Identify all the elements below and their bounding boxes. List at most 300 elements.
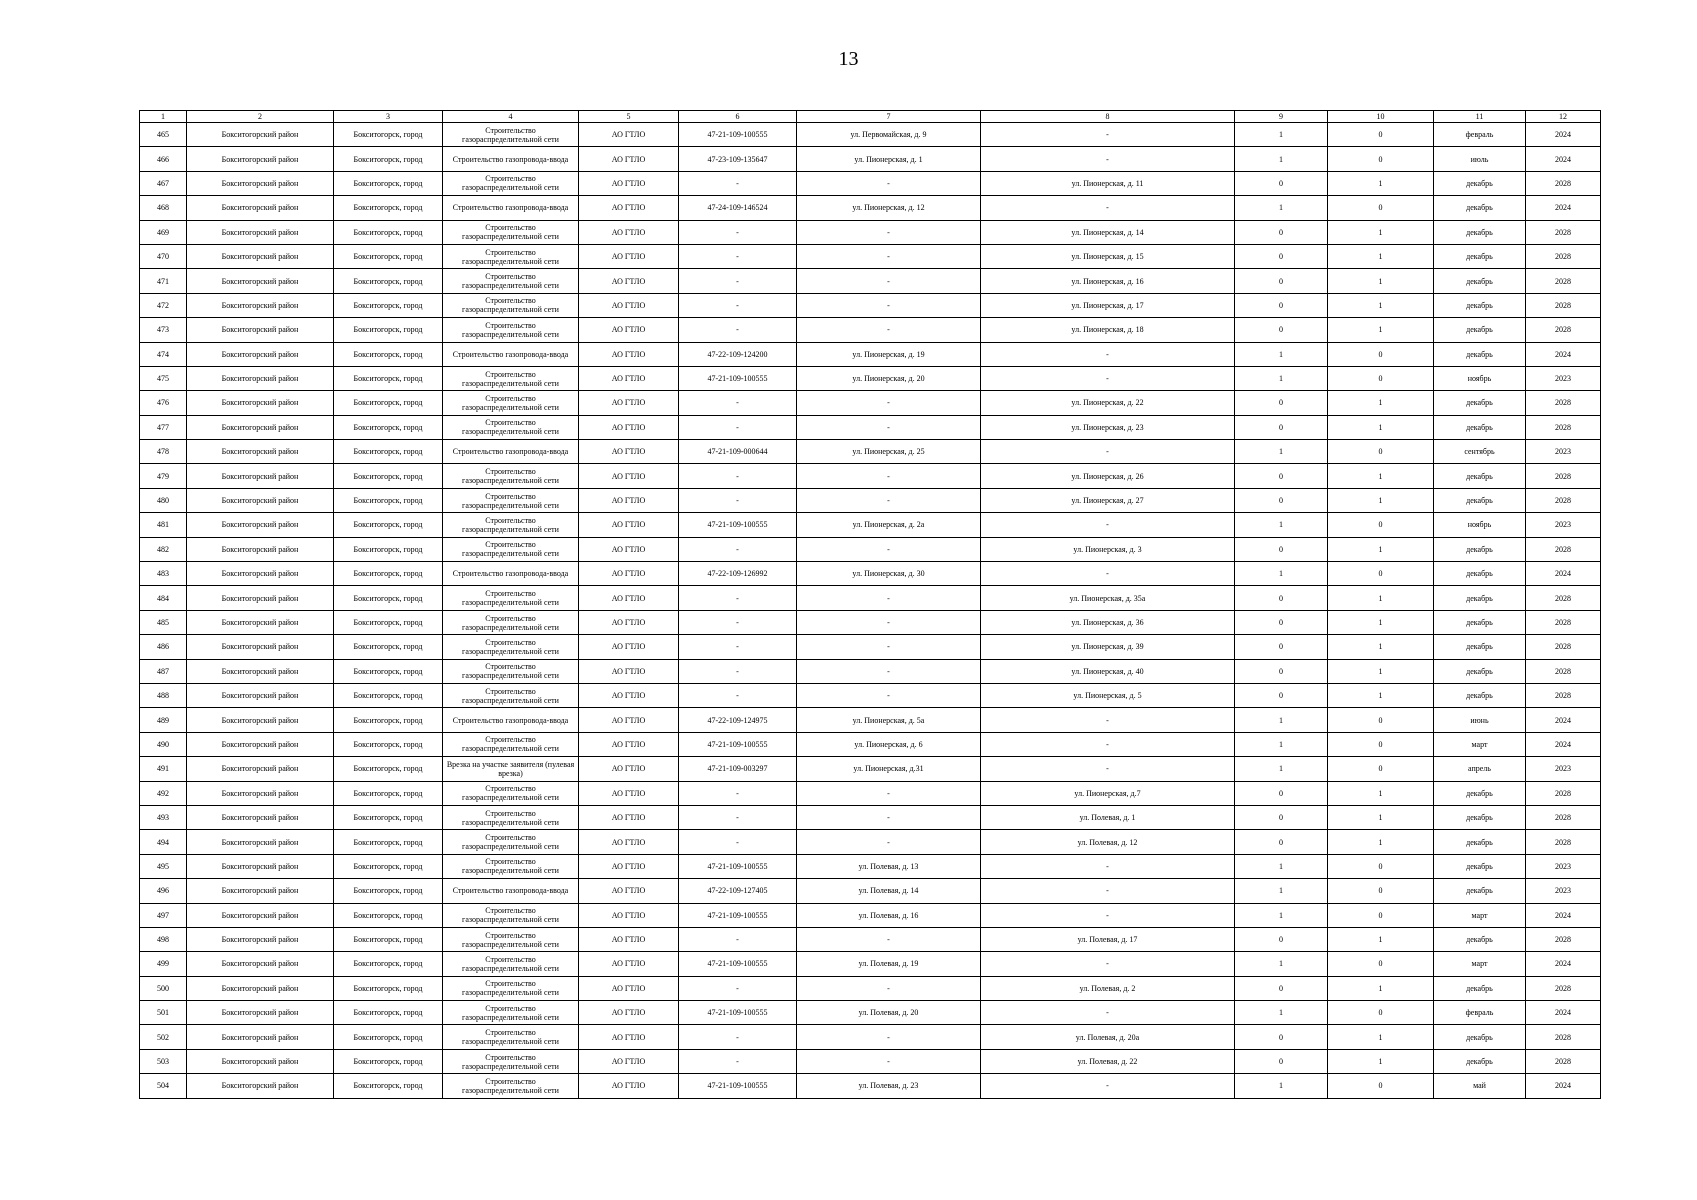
settlement-cell: Бокситогорск, город <box>334 366 443 390</box>
row-number: 476 <box>140 391 187 415</box>
address-planned-cell: ул. Пионерская, д. 17 <box>981 293 1235 317</box>
done-count-cell: 0 <box>1235 171 1328 195</box>
address-planned-cell: - <box>981 562 1235 586</box>
work-type-cell: Строительство газораспределительной сети <box>443 854 579 878</box>
month-cell: декабрь <box>1434 805 1526 829</box>
planned-count-cell: 1 <box>1328 830 1434 854</box>
month-cell: февраль <box>1434 1001 1526 1025</box>
address-planned-cell: ул. Пионерская, д. 27 <box>981 488 1235 512</box>
organization-cell: АО ГТЛО <box>579 464 679 488</box>
work-type-cell: Строительство газораспределительной сети <box>443 952 579 976</box>
registry-number-cell: - <box>679 976 797 1000</box>
settlement-cell: Бокситогорск, город <box>334 318 443 342</box>
year-cell: 2024 <box>1526 708 1601 732</box>
row-number: 497 <box>140 903 187 927</box>
district-cell: Бокситогорский район <box>187 610 334 634</box>
work-type-cell: Строительство газораспределительной сети <box>443 659 579 683</box>
district-cell: Бокситогорский район <box>187 854 334 878</box>
district-cell: Бокситогорский район <box>187 269 334 293</box>
address-done-cell: - <box>797 781 981 805</box>
column-number-3: 3 <box>334 111 443 123</box>
address-done-cell: - <box>797 1049 981 1073</box>
column-number-5: 5 <box>579 111 679 123</box>
registry-number-cell: - <box>679 318 797 342</box>
work-type-cell: Строительство газораспределительной сети <box>443 610 579 634</box>
done-count-cell: 0 <box>1235 220 1328 244</box>
address-done-cell: - <box>797 635 981 659</box>
district-cell: Бокситогорский район <box>187 537 334 561</box>
settlement-cell: Бокситогорск, город <box>334 220 443 244</box>
planned-count-cell: 1 <box>1328 635 1434 659</box>
address-done-cell: ул. Полевая, д. 14 <box>797 879 981 903</box>
work-type-cell: Строительство газопровода-ввода <box>443 879 579 903</box>
table-row <box>140 562 1601 586</box>
registry-number-cell: - <box>679 415 797 439</box>
done-count-cell: 0 <box>1235 635 1328 659</box>
column-number-6: 6 <box>679 111 797 123</box>
planned-count-cell: 0 <box>1328 879 1434 903</box>
column-number-9: 9 <box>1235 111 1328 123</box>
organization-cell: АО ГТЛО <box>579 342 679 366</box>
organization-cell: АО ГТЛО <box>579 366 679 390</box>
address-planned-cell: - <box>981 196 1235 220</box>
row-number: 483 <box>140 562 187 586</box>
address-planned-cell: - <box>981 513 1235 537</box>
address-planned-cell: ул. Пионерская, д. 16 <box>981 269 1235 293</box>
address-done-cell: ул. Первомайская, д. 9 <box>797 123 981 147</box>
work-type-cell: Строительство газораспределительной сети <box>443 464 579 488</box>
year-cell: 2028 <box>1526 1049 1601 1073</box>
planned-count-cell: 0 <box>1328 123 1434 147</box>
done-count-cell: 1 <box>1235 732 1328 756</box>
month-cell: май <box>1434 1074 1526 1098</box>
done-count-cell: 0 <box>1235 1025 1328 1049</box>
planned-count-cell: 1 <box>1328 659 1434 683</box>
district-cell: Бокситогорский район <box>187 659 334 683</box>
row-number: 469 <box>140 220 187 244</box>
district-cell: Бокситогорский район <box>187 732 334 756</box>
registry-number-cell: 47-22-109-124975 <box>679 708 797 732</box>
organization-cell: АО ГТЛО <box>579 879 679 903</box>
work-type-cell: Строительство газораспределительной сети <box>443 805 579 829</box>
settlement-cell: Бокситогорск, город <box>334 683 443 707</box>
district-cell: Бокситогорский район <box>187 318 334 342</box>
year-cell: 2028 <box>1526 976 1601 1000</box>
table-row <box>140 1025 1601 1049</box>
address-done-cell: - <box>797 171 981 195</box>
table-row <box>140 854 1601 878</box>
month-cell: декабрь <box>1434 562 1526 586</box>
row-number: 484 <box>140 586 187 610</box>
address-done-cell: ул. Полевая, д. 23 <box>797 1074 981 1098</box>
year-cell: 2028 <box>1526 244 1601 268</box>
district-cell: Бокситогорский район <box>187 1025 334 1049</box>
table-row <box>140 171 1601 195</box>
planned-count-cell: 1 <box>1328 537 1434 561</box>
district-cell: Бокситогорский район <box>187 586 334 610</box>
registry-number-cell: - <box>679 586 797 610</box>
organization-cell: АО ГТЛО <box>579 1001 679 1025</box>
planned-count-cell: 1 <box>1328 781 1434 805</box>
month-cell: декабрь <box>1434 293 1526 317</box>
month-cell: декабрь <box>1434 488 1526 512</box>
settlement-cell: Бокситогорск, город <box>334 635 443 659</box>
work-type-cell: Строительство газораспределительной сети <box>443 488 579 512</box>
registry-number-cell: - <box>679 805 797 829</box>
address-done-cell: ул. Пионерская, д. 30 <box>797 562 981 586</box>
planned-count-cell: 1 <box>1328 391 1434 415</box>
address-done-cell: ул. Пионерская, д. 12 <box>797 196 981 220</box>
address-planned-cell: ул. Пионерская, д. 18 <box>981 318 1235 342</box>
table-row <box>140 805 1601 829</box>
address-done-cell: - <box>797 805 981 829</box>
planned-count-cell: 0 <box>1328 147 1434 171</box>
work-type-cell: Строительство газораспределительной сети <box>443 269 579 293</box>
settlement-cell: Бокситогорск, город <box>334 927 443 951</box>
registry-number-cell: 47-24-109-146524 <box>679 196 797 220</box>
address-done-cell: - <box>797 537 981 561</box>
table-row <box>140 610 1601 634</box>
year-cell: 2024 <box>1526 952 1601 976</box>
registry-number-cell: 47-21-109-100555 <box>679 732 797 756</box>
table-row <box>140 269 1601 293</box>
year-cell: 2028 <box>1526 586 1601 610</box>
address-planned-cell: ул. Пионерская, д. 39 <box>981 635 1235 659</box>
planned-count-cell: 0 <box>1328 1001 1434 1025</box>
planned-count-cell: 0 <box>1328 342 1434 366</box>
organization-cell: АО ГТЛО <box>579 440 679 464</box>
done-count-cell: 0 <box>1235 488 1328 512</box>
address-planned-cell: ул. Полевая, д. 22 <box>981 1049 1235 1073</box>
address-done-cell: - <box>797 830 981 854</box>
work-type-cell: Строительство газораспределительной сети <box>443 635 579 659</box>
registry-number-cell: 47-22-109-126992 <box>679 562 797 586</box>
settlement-cell: Бокситогорск, город <box>334 562 443 586</box>
district-cell: Бокситогорский район <box>187 464 334 488</box>
year-cell: 2028 <box>1526 537 1601 561</box>
row-number: 478 <box>140 440 187 464</box>
page-number: 13 <box>838 48 859 70</box>
address-planned-cell: ул. Полевая, д. 17 <box>981 927 1235 951</box>
table-row <box>140 879 1601 903</box>
row-number: 470 <box>140 244 187 268</box>
work-type-cell: Строительство газораспределительной сети <box>443 1049 579 1073</box>
district-cell: Бокситогорский район <box>187 1001 334 1025</box>
planned-count-cell: 0 <box>1328 1074 1434 1098</box>
district-cell: Бокситогорский район <box>187 879 334 903</box>
work-type-cell: Строительство газораспределительной сети <box>443 513 579 537</box>
planned-count-cell: 1 <box>1328 1049 1434 1073</box>
district-cell: Бокситогорский район <box>187 342 334 366</box>
organization-cell: АО ГТЛО <box>579 488 679 512</box>
address-planned-cell: - <box>981 732 1235 756</box>
done-count-cell: 1 <box>1235 513 1328 537</box>
registry-number-cell: 47-21-109-100555 <box>679 123 797 147</box>
district-cell: Бокситогорский район <box>187 1049 334 1073</box>
address-planned-cell: - <box>981 1074 1235 1098</box>
work-type-cell: Строительство газораспределительной сети <box>443 976 579 1000</box>
address-done-cell: - <box>797 269 981 293</box>
address-done-cell: - <box>797 683 981 707</box>
year-cell: 2023 <box>1526 440 1601 464</box>
settlement-cell: Бокситогорск, город <box>334 708 443 732</box>
address-planned-cell: - <box>981 123 1235 147</box>
district-cell: Бокситогорский район <box>187 1074 334 1098</box>
month-cell: апрель <box>1434 757 1526 781</box>
settlement-cell: Бокситогорск, город <box>334 391 443 415</box>
work-type-cell: Строительство газораспределительной сети <box>443 318 579 342</box>
gasification-table <box>139 110 1601 1099</box>
row-number: 485 <box>140 610 187 634</box>
done-count-cell: 0 <box>1235 1049 1328 1073</box>
address-done-cell: - <box>797 976 981 1000</box>
address-done-cell: - <box>797 927 981 951</box>
address-done-cell: - <box>797 391 981 415</box>
settlement-cell: Бокситогорск, город <box>334 123 443 147</box>
done-count-cell: 1 <box>1235 952 1328 976</box>
row-number: 479 <box>140 464 187 488</box>
planned-count-cell: 1 <box>1328 171 1434 195</box>
settlement-cell: Бокситогорск, город <box>334 586 443 610</box>
district-cell: Бокситогорский район <box>187 123 334 147</box>
district-cell: Бокситогорский район <box>187 903 334 927</box>
table-row <box>140 244 1601 268</box>
row-number: 502 <box>140 1025 187 1049</box>
address-planned-cell: ул. Полевая, д. 2 <box>981 976 1235 1000</box>
table-row <box>140 586 1601 610</box>
table-row <box>140 732 1601 756</box>
done-count-cell: 0 <box>1235 976 1328 1000</box>
year-cell: 2028 <box>1526 269 1601 293</box>
year-cell: 2028 <box>1526 659 1601 683</box>
column-number-10: 10 <box>1328 111 1434 123</box>
organization-cell: АО ГТЛО <box>579 244 679 268</box>
organization-cell: АО ГТЛО <box>579 513 679 537</box>
address-planned-cell: ул. Пионерская, д. 14 <box>981 220 1235 244</box>
address-planned-cell: ул. Пионерская, д. 26 <box>981 464 1235 488</box>
address-done-cell: ул. Пионерская, д. 25 <box>797 440 981 464</box>
address-planned-cell: - <box>981 708 1235 732</box>
address-planned-cell: ул. Пионерская, д. 11 <box>981 171 1235 195</box>
settlement-cell: Бокситогорск, город <box>334 854 443 878</box>
registry-number-cell: 47-21-109-100555 <box>679 854 797 878</box>
planned-count-cell: 0 <box>1328 903 1434 927</box>
month-cell: декабрь <box>1434 1025 1526 1049</box>
row-number: 501 <box>140 1001 187 1025</box>
month-cell: декабрь <box>1434 171 1526 195</box>
district-cell: Бокситогорский район <box>187 757 334 781</box>
planned-count-cell: 1 <box>1328 683 1434 707</box>
planned-count-cell: 1 <box>1328 244 1434 268</box>
row-number: 473 <box>140 318 187 342</box>
settlement-cell: Бокситогорск, город <box>334 440 443 464</box>
month-cell: декабрь <box>1434 464 1526 488</box>
settlement-cell: Бокситогорск, город <box>334 1074 443 1098</box>
month-cell: ноябрь <box>1434 366 1526 390</box>
work-type-cell: Строительство газораспределительной сети <box>443 1025 579 1049</box>
organization-cell: АО ГТЛО <box>579 976 679 1000</box>
organization-cell: АО ГТЛО <box>579 1049 679 1073</box>
organization-cell: АО ГТЛО <box>579 683 679 707</box>
address-done-cell: ул. Пионерская, д. 1 <box>797 147 981 171</box>
done-count-cell: 0 <box>1235 293 1328 317</box>
planned-count-cell: 0 <box>1328 732 1434 756</box>
done-count-cell: 0 <box>1235 586 1328 610</box>
table-row <box>140 952 1601 976</box>
settlement-cell: Бокситогорск, город <box>334 147 443 171</box>
address-done-cell: - <box>797 464 981 488</box>
table-row <box>140 683 1601 707</box>
address-done-cell: ул. Пионерская, д. 5а <box>797 708 981 732</box>
organization-cell: АО ГТЛО <box>579 805 679 829</box>
settlement-cell: Бокситогорск, город <box>334 1025 443 1049</box>
settlement-cell: Бокситогорск, город <box>334 659 443 683</box>
registry-number-cell: - <box>679 269 797 293</box>
year-cell: 2028 <box>1526 171 1601 195</box>
work-type-cell: Врезка на участке заявителя (пулевая врезка) <box>443 757 579 781</box>
organization-cell: АО ГТЛО <box>579 1074 679 1098</box>
registry-number-cell: - <box>679 537 797 561</box>
settlement-cell: Бокситогорск, город <box>334 196 443 220</box>
district-cell: Бокситогорский район <box>187 562 334 586</box>
registry-number-cell: - <box>679 635 797 659</box>
planned-count-cell: 1 <box>1328 805 1434 829</box>
work-type-cell: Строительство газораспределительной сети <box>443 732 579 756</box>
month-cell: декабрь <box>1434 220 1526 244</box>
done-count-cell: 1 <box>1235 342 1328 366</box>
planned-count-cell: 1 <box>1328 220 1434 244</box>
year-cell: 2024 <box>1526 342 1601 366</box>
planned-count-cell: 1 <box>1328 318 1434 342</box>
registry-number-cell: - <box>679 781 797 805</box>
done-count-cell: 0 <box>1235 391 1328 415</box>
row-number: 503 <box>140 1049 187 1073</box>
year-cell: 2028 <box>1526 805 1601 829</box>
year-cell: 2028 <box>1526 830 1601 854</box>
month-cell: декабрь <box>1434 781 1526 805</box>
registry-number-cell: 47-21-109-100555 <box>679 513 797 537</box>
address-done-cell: ул. Пионерская, д. 20 <box>797 366 981 390</box>
done-count-cell: 0 <box>1235 269 1328 293</box>
month-cell: март <box>1434 732 1526 756</box>
month-cell: декабрь <box>1434 318 1526 342</box>
address-planned-cell: ул. Пионерская, д. 40 <box>981 659 1235 683</box>
work-type-cell: Строительство газораспределительной сети <box>443 391 579 415</box>
organization-cell: АО ГТЛО <box>579 659 679 683</box>
settlement-cell: Бокситогорск, город <box>334 293 443 317</box>
work-type-cell: Строительство газораспределительной сети <box>443 1001 579 1025</box>
organization-cell: АО ГТЛО <box>579 854 679 878</box>
work-type-cell: Строительство газораспределительной сети <box>443 171 579 195</box>
planned-count-cell: 1 <box>1328 976 1434 1000</box>
row-number: 482 <box>140 537 187 561</box>
done-count-cell: 1 <box>1235 854 1328 878</box>
registry-number-cell: - <box>679 927 797 951</box>
work-type-cell: Строительство газораспределительной сети <box>443 927 579 951</box>
work-type-cell: Строительство газораспределительной сети <box>443 586 579 610</box>
organization-cell: АО ГТЛО <box>579 952 679 976</box>
year-cell: 2028 <box>1526 781 1601 805</box>
year-cell: 2024 <box>1526 1074 1601 1098</box>
year-cell: 2028 <box>1526 1025 1601 1049</box>
done-count-cell: 1 <box>1235 903 1328 927</box>
done-count-cell: 0 <box>1235 537 1328 561</box>
organization-cell: АО ГТЛО <box>579 196 679 220</box>
organization-cell: АО ГТЛО <box>579 635 679 659</box>
done-count-cell: 0 <box>1235 805 1328 829</box>
address-planned-cell: ул. Пионерская, д. 15 <box>981 244 1235 268</box>
year-cell: 2028 <box>1526 488 1601 512</box>
planned-count-cell: 1 <box>1328 610 1434 634</box>
registry-number-cell: - <box>679 391 797 415</box>
row-number: 475 <box>140 366 187 390</box>
address-done-cell: ул. Полевая, д. 20 <box>797 1001 981 1025</box>
registry-number-cell: 47-21-109-100555 <box>679 1001 797 1025</box>
planned-count-cell: 1 <box>1328 586 1434 610</box>
year-cell: 2028 <box>1526 683 1601 707</box>
organization-cell: АО ГТЛО <box>579 927 679 951</box>
registry-number-cell: - <box>679 220 797 244</box>
planned-count-cell: 0 <box>1328 562 1434 586</box>
done-count-cell: 0 <box>1235 683 1328 707</box>
table-row <box>140 123 1601 147</box>
done-count-cell: 1 <box>1235 440 1328 464</box>
organization-cell: АО ГТЛО <box>579 415 679 439</box>
district-cell: Бокситогорский район <box>187 805 334 829</box>
settlement-cell: Бокситогорск, город <box>334 903 443 927</box>
address-planned-cell: ул. Полевая, д. 20а <box>981 1025 1235 1049</box>
done-count-cell: 1 <box>1235 1001 1328 1025</box>
settlement-cell: Бокситогорск, город <box>334 269 443 293</box>
district-cell: Бокситогорский район <box>187 171 334 195</box>
row-number: 467 <box>140 171 187 195</box>
planned-count-cell: 1 <box>1328 269 1434 293</box>
done-count-cell: 0 <box>1235 781 1328 805</box>
table-row <box>140 757 1601 781</box>
planned-count-cell: 0 <box>1328 854 1434 878</box>
done-count-cell: 1 <box>1235 879 1328 903</box>
table-body <box>140 123 1601 1099</box>
registry-number-cell: 47-21-109-003297 <box>679 757 797 781</box>
district-cell: Бокситогорский район <box>187 488 334 512</box>
address-planned-cell: - <box>981 366 1235 390</box>
year-cell: 2028 <box>1526 464 1601 488</box>
table-row <box>140 147 1601 171</box>
address-done-cell: - <box>797 488 981 512</box>
row-number: 480 <box>140 488 187 512</box>
district-cell: Бокситогорский район <box>187 513 334 537</box>
address-done-cell: - <box>797 1025 981 1049</box>
planned-count-cell: 1 <box>1328 415 1434 439</box>
done-count-cell: 0 <box>1235 927 1328 951</box>
address-done-cell: ул. Полевая, д. 13 <box>797 854 981 878</box>
planned-count-cell: 0 <box>1328 708 1434 732</box>
table-row <box>140 464 1601 488</box>
address-planned-cell: ул. Пионерская, д. 36 <box>981 610 1235 634</box>
year-cell: 2028 <box>1526 927 1601 951</box>
row-number: 487 <box>140 659 187 683</box>
work-type-cell: Строительство газораспределительной сети <box>443 903 579 927</box>
table-row <box>140 513 1601 537</box>
settlement-cell: Бокситогорск, город <box>334 415 443 439</box>
work-type-cell: Строительство газораспределительной сети <box>443 683 579 707</box>
settlement-cell: Бокситогорск, город <box>334 830 443 854</box>
organization-cell: АО ГТЛО <box>579 269 679 293</box>
registry-number-cell: 47-21-109-100555 <box>679 952 797 976</box>
planned-count-cell: 0 <box>1328 366 1434 390</box>
organization-cell: АО ГТЛО <box>579 220 679 244</box>
year-cell: 2023 <box>1526 366 1601 390</box>
